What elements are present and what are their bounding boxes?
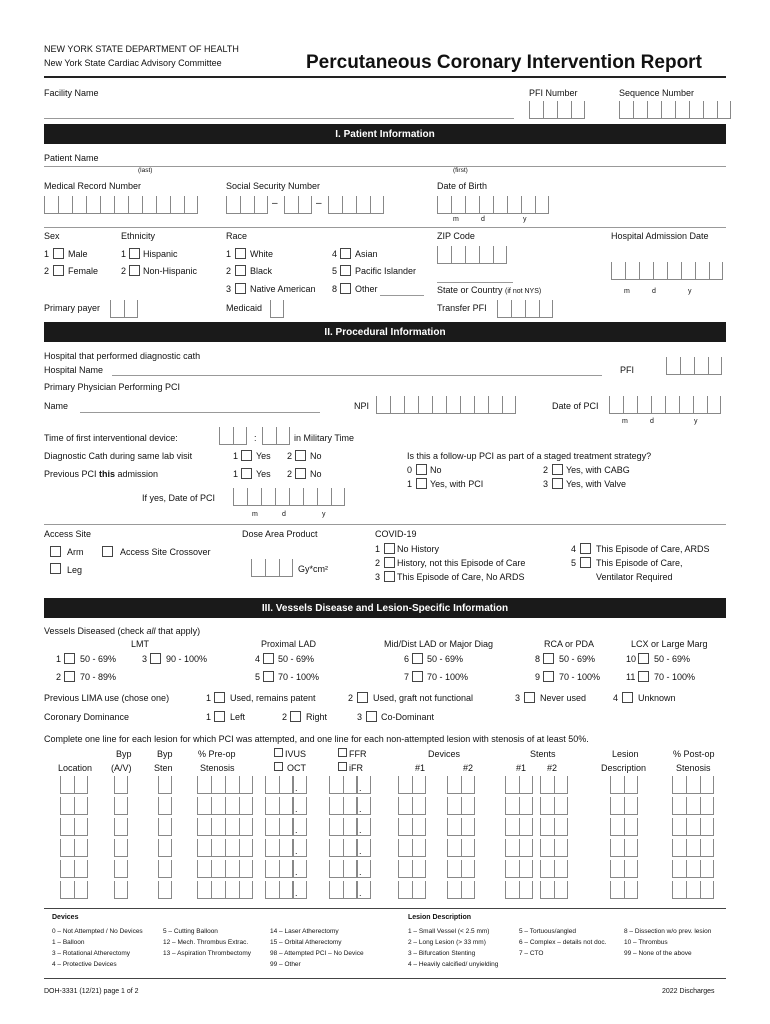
legend-item: 6 – Complex – details not doc. [519,939,607,946]
decimal-point: . [359,783,362,793]
lesion-cell-4-9[interactable] [540,860,568,878]
lesion-cell-5-2[interactable] [158,881,172,899]
lesion-cell-1-8[interactable] [505,797,533,815]
legend-item: 1 – Small Vessel (< 2.5 mm) [408,928,490,935]
lesion-cell-4-1[interactable] [114,860,128,878]
lima-4-checkbox[interactable] [622,692,633,703]
dob-input[interactable] [437,196,549,214]
date-of-pci-input[interactable] [609,396,721,414]
lesion-cell-dec-1-5[interactable] [357,797,371,815]
lesion-cell-1-3[interactable] [197,797,253,815]
form-number: DOH-3331 (12/21) page 1 of 2 [44,988,139,995]
lesion-cell-4-10[interactable] [610,860,638,878]
time-hour-input[interactable] [219,427,247,445]
lima-1-checkbox[interactable] [214,692,225,703]
lesion-cell-4-8[interactable] [505,860,533,878]
sex-label: Sex [44,231,60,241]
plad-5069-checkbox[interactable] [263,653,274,664]
lesion-cell-dec-5-5[interactable] [357,881,371,899]
lesion-cell-dec-3-4[interactable] [293,839,307,857]
gy-unit: Gy*cm² [298,564,328,574]
prev-pci-date-input[interactable] [233,488,345,506]
legend-item: 1 – Balloon [52,939,85,946]
lesion-cell-2-11[interactable] [672,818,714,836]
ifr-checkbox[interactable] [338,762,347,771]
lesion-cell-2-3[interactable] [197,818,253,836]
lesion-cell-1-1[interactable] [114,797,128,815]
lesion-cell-5-10[interactable] [610,881,638,899]
crossover-checkbox[interactable] [102,546,113,557]
payer-input[interactable] [110,300,138,318]
ifyes-label: If yes, Date of PCI [142,493,216,503]
lesion-cell-3-9[interactable] [540,839,568,857]
lima-2-checkbox[interactable] [357,692,368,703]
legend-item: 10 – Thrombus [624,939,668,946]
dob-y: y [523,216,527,223]
staged-no-checkbox[interactable] [416,464,427,475]
lima-label: Previous LIMA use (chose one) [44,693,170,703]
decimal-point: . [359,825,362,835]
lesion-cell-5-1[interactable] [114,881,128,899]
sex-female-label: Female [68,266,99,276]
lesion-cell-4-11[interactable] [672,860,714,878]
discharge-year: 2022 Discharges [662,988,715,995]
lesion-cell-3-1[interactable] [114,839,128,857]
access-leg-checkbox[interactable] [50,563,61,574]
ivus-checkbox[interactable] [274,748,283,757]
time-min-input[interactable] [262,427,290,445]
dominance-label: Coronary Dominance [44,712,130,722]
lesion-cell-3-2[interactable] [158,839,172,857]
lesion-cell-4-4[interactable] [265,860,293,878]
lesion-cell-4-3[interactable] [197,860,253,878]
covid-5-checkbox[interactable] [580,557,591,568]
hospital-name-label: Hospital Name [44,365,104,375]
legend-devices-title: Devices [52,914,79,921]
lesion-cell-1-5[interactable] [329,797,357,815]
prevpci-label: Previous PCI this admission [44,469,159,479]
covid-3-checkbox[interactable] [384,571,395,582]
hispanic-label: Hispanic [143,249,178,259]
dept-name: NEW YORK STATE DEPARTMENT OF HEALTH [44,44,239,54]
race-asian-checkbox[interactable] [340,248,351,259]
lesion-cell-3-8[interactable] [505,839,533,857]
lesion-cell-0-7[interactable] [447,776,475,794]
lesion-cell-0-8[interactable] [505,776,533,794]
mrn-label: Medical Record Number [44,181,142,191]
lesion-cell-2-9[interactable] [540,818,568,836]
legend-item: 3 – Bifurcation Stenting [408,950,476,957]
covid-1-checkbox[interactable] [384,543,395,554]
plad-70100-checkbox[interactable] [263,671,274,682]
lesion-cell-3-7[interactable] [447,839,475,857]
covid-4-checkbox[interactable] [580,543,591,554]
lesion-cell-dec-2-5[interactable] [357,818,371,836]
ssn-input-1[interactable] [226,196,268,214]
facility-field[interactable] [44,118,514,119]
diag-hospital-label: Hospital that performed diagnostic cath [44,351,201,361]
ffr-checkbox[interactable] [338,748,347,757]
section-2-header: II. Procedural Information [44,322,726,342]
mlad-70100-checkbox[interactable] [412,671,423,682]
lesion-cell-5-7[interactable] [447,881,475,899]
staged-label: Is this a follow-up PCI as part of a staged treatment strategy? [407,451,652,461]
decimal-point: . [359,804,362,814]
transfer-input[interactable] [497,300,553,318]
lima-3-checkbox[interactable] [524,692,535,703]
committee-name: New York State Cardiac Advisory Committee [44,58,222,68]
covid-label: COVID-19 [375,529,417,539]
dap-label: Dose Area Product [242,529,318,539]
legend-item: 98 – Attempted PCI – No Device [270,950,364,957]
legend-item: 5 – Tortuous/angled [519,928,576,935]
dob-m: m [453,216,459,223]
lesion-cell-2-4[interactable] [265,818,293,836]
staged-pci-checkbox[interactable] [416,478,427,489]
npi-label: NPI [354,401,370,411]
sequence-label: Sequence Number [619,88,695,98]
ethnicity-label: Ethnicity [121,231,156,241]
lesion-cell-0-3[interactable] [197,776,253,794]
dom-right-checkbox[interactable] [290,711,301,722]
lesion-cell-3-0[interactable] [60,839,88,857]
lesion-cell-5-5[interactable] [329,881,357,899]
lesion-cell-1-7[interactable] [447,797,475,815]
vessels-label: Vessels Diseased (check all that apply) [44,626,201,636]
lesion-cell-2-2[interactable] [158,818,172,836]
race-black-checkbox[interactable] [235,265,246,276]
decimal-point: . [295,804,298,814]
lesion-cell-1-11[interactable] [672,797,714,815]
name-label: Name [44,401,69,411]
lesion-cell-1-4[interactable] [265,797,293,815]
lesion-cell-4-5[interactable] [329,860,357,878]
legend-item: 5 – Cutting Balloon [163,928,218,935]
samelab-no-checkbox[interactable] [295,450,306,461]
lesion-cell-2-8[interactable] [505,818,533,836]
mlad-5069-checkbox[interactable] [412,653,423,664]
lesion-cell-dec-2-4[interactable] [293,818,307,836]
dom-codom-checkbox[interactable] [366,711,377,722]
lesion-cell-dec-3-5[interactable] [357,839,371,857]
race-other-checkbox[interactable] [340,283,351,294]
lesion-cell-1-0[interactable] [60,797,88,815]
legend-item: 12 – Mech. Thrombus Extrac. [163,939,249,946]
race-other-field[interactable] [380,295,424,296]
complete-instruction: Complete one line for each lesion for which PCI was attempted, and one line for each non-attempted lesion with stenosis of at least 50%. [44,734,589,744]
legend-item: 15 – Orbital Atherectomy [270,939,342,946]
admission-input[interactable] [611,262,723,280]
lesion-cell-3-3[interactable] [197,839,253,857]
lesion-cell-3-11[interactable] [672,839,714,857]
legend-item: 8 – Dissection w/o prev. lesion [624,928,712,935]
lesion-cell-3-6[interactable] [398,839,426,857]
decimal-point: . [359,846,362,856]
lesion-cell-3-10[interactable] [610,839,638,857]
legend-item: 2 – Long Lesion (> 33 mm) [408,939,486,946]
lesion-cell-5-3[interactable] [197,881,253,899]
lesion-cell-0-10[interactable] [610,776,638,794]
race-pacific-checkbox[interactable] [340,265,351,276]
lesion-cell-0-1[interactable] [114,776,128,794]
lesion-cell-0-11[interactable] [672,776,714,794]
physician-label: Primary Physician Performing PCI [44,382,181,392]
lesion-cell-5-8[interactable] [505,881,533,899]
race-white-checkbox[interactable] [235,248,246,259]
oct-checkbox[interactable] [274,762,283,771]
lesion-cell-2-7[interactable] [447,818,475,836]
lesion-cell-3-5[interactable] [329,839,357,857]
legend-item: 99 – None of the above [624,950,692,957]
decimal-point: . [295,783,298,793]
lesion-cell-dec-0-4[interactable] [293,776,307,794]
time-label: Time of first interventional device: [44,433,178,443]
lesion-cell-1-10[interactable] [610,797,638,815]
physician-name-field[interactable] [80,412,320,413]
diag-pfi-label: PFI [620,365,635,375]
state-field[interactable] [437,282,513,283]
dap-input[interactable] [251,559,293,577]
lmt-90100-checkbox[interactable] [150,653,161,664]
staged-valve-checkbox[interactable] [552,478,563,489]
title-rule [44,76,726,78]
diag-pfi-input[interactable] [666,357,722,375]
state-label: State or Country (if not NYS) [437,285,542,295]
access-label: Access Site [44,529,92,539]
legend-item: 0 – Not Attempted / No Devices [52,928,143,935]
lesion-cell-4-6[interactable] [398,860,426,878]
dob-label: Date of Birth [437,181,488,191]
lmt-5069-checkbox[interactable] [64,653,75,664]
date-of-pci-label: Date of PCI [552,401,599,411]
samelab-yes-checkbox[interactable] [241,450,252,461]
section-3-header: III. Vessels Disease and Lesion-Specific Information [44,598,726,618]
lesion-cell-5-11[interactable] [672,881,714,899]
last-caption: (last) [138,167,153,174]
legend-item: 14 – Laser Atherectomy [270,928,339,935]
lesion-cell-0-9[interactable] [540,776,568,794]
lesion-cell-2-5[interactable] [329,818,357,836]
lesion-cell-4-0[interactable] [60,860,88,878]
hospital-name-field[interactable] [112,375,602,376]
decimal-point: . [359,867,362,877]
legend-item: 3 – Rotational Atherectomy [52,950,131,957]
legend-lesion-title: Lesion Description [408,914,472,921]
rca-70100-checkbox[interactable] [543,671,554,682]
decimal-point: . [295,846,298,856]
dob-d: d [481,216,485,223]
lesion-cell-dec-0-5[interactable] [357,776,371,794]
pfi-label: PFI Number [529,88,578,98]
prevpci-no-checkbox[interactable] [295,468,306,479]
legend-item: 4 – Protective Devices [52,961,117,968]
zip-input[interactable] [437,246,507,264]
first-caption: (first) [453,167,468,174]
lesion-cell-5-0[interactable] [60,881,88,899]
medicaid-input[interactable] [270,300,284,318]
patient-name-label: Patient Name [44,153,99,163]
lcx-70100-checkbox[interactable] [638,671,649,682]
dom-left-checkbox[interactable] [214,711,225,722]
decimal-point: . [295,825,298,835]
lesion-cell-3-4[interactable] [265,839,293,857]
covid-2-checkbox[interactable] [384,557,395,568]
pfi-input[interactable] [529,101,585,119]
lesion-cell-0-2[interactable] [158,776,172,794]
lesion-cell-1-6[interactable] [398,797,426,815]
lesion-cell-5-9[interactable] [540,881,568,899]
sex-male-label: Male [68,249,88,259]
decimal-point: . [359,888,362,898]
nonhispanic-label: Non-Hispanic [143,266,198,276]
lesion-cell-5-4[interactable] [265,881,293,899]
military-label: in Military Time [294,433,355,443]
lesion-cell-dec-4-5[interactable] [357,860,371,878]
lcx-5069-checkbox[interactable] [638,653,649,664]
medicaid-label: Medicaid [226,303,263,313]
lesion-cell-4-2[interactable] [158,860,172,878]
facility-label: Facility Name [44,88,99,98]
sequence-input[interactable] [619,101,731,119]
race-native-checkbox[interactable] [235,283,246,294]
decimal-point: . [295,867,298,877]
mrn-input[interactable] [44,196,198,214]
ssn-label: Social Security Number [226,181,321,191]
access-arm-checkbox[interactable] [50,546,61,557]
race-label: Race [226,231,248,241]
form-title: Percutaneous Coronary Intervention Report [306,52,702,73]
sex-male-checkbox[interactable] [53,248,64,259]
lesion-cell-0-5[interactable] [329,776,357,794]
lesion-cell-5-6[interactable] [398,881,426,899]
prevpci-yes-checkbox[interactable] [241,468,252,479]
lesion-cell-0-0[interactable] [60,776,88,794]
lmt-7089-checkbox[interactable] [64,671,75,682]
staged-cabg-checkbox[interactable] [552,464,563,475]
admission-label: Hospital Admission Date [611,231,709,241]
lesion-cell-1-2[interactable] [158,797,172,815]
transfer-label: Transfer PFI [437,303,487,313]
npi-input[interactable] [376,396,516,414]
ethnicity-hispanic-checkbox[interactable] [129,248,140,259]
sex-female-checkbox[interactable] [53,265,64,276]
lesion-cell-2-0[interactable] [60,818,88,836]
rca-5069-checkbox[interactable] [543,653,554,664]
lesion-cell-dec-4-4[interactable] [293,860,307,878]
legend-item: 99 – Other [270,961,301,968]
section-1-header: I. Patient Information [44,124,726,144]
ssn-input-3[interactable] [328,196,384,214]
lesion-cell-4-7[interactable] [447,860,475,878]
lesion-cell-2-6[interactable] [398,818,426,836]
lesion-cell-1-9[interactable] [540,797,568,815]
ethnicity-nonhispanic-checkbox[interactable] [129,265,140,276]
lesion-cell-0-6[interactable] [398,776,426,794]
payer-label: Primary payer [44,303,101,313]
samelab-label: Diagnostic Cath during same lab visit [44,451,193,461]
decimal-point: . [295,888,298,898]
legend-item: 13 – Aspiration Thrombectomy [163,950,252,957]
lesion-cell-dec-5-4[interactable] [293,881,307,899]
lesion-cell-2-1[interactable] [114,818,128,836]
zip-label: ZIP Code [437,231,475,241]
lesion-cell-dec-1-4[interactable] [293,797,307,815]
legend-item: 7 – CTO [519,950,544,957]
lesion-cell-0-4[interactable] [265,776,293,794]
legend-item: 4 – Heavily calcified/ unyielding [408,961,499,968]
ssn-input-2[interactable] [284,196,312,214]
lesion-cell-2-10[interactable] [610,818,638,836]
